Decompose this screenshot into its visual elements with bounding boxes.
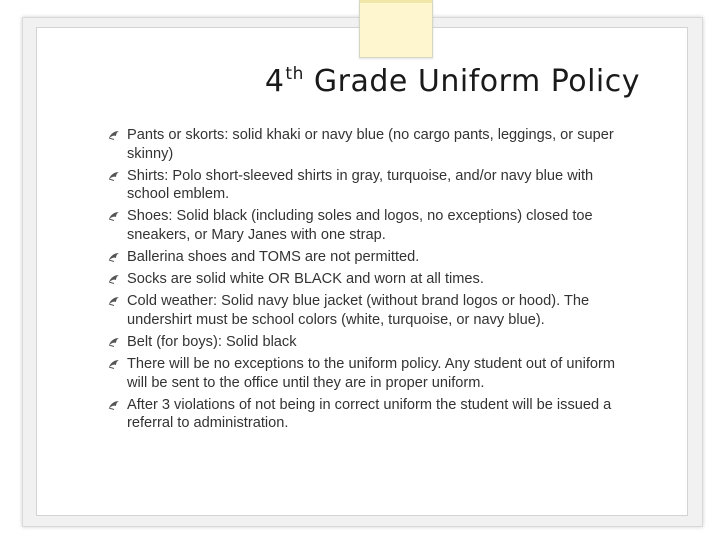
- bullet-item: [108, 333, 633, 352]
- bullet-text: Ballerina shoes and TOMS are not permitted.: [127, 249, 420, 266]
- slide-title: [265, 64, 640, 99]
- bullet-list: [108, 126, 633, 436]
- fleuron-bullet-icon: [108, 171, 120, 181]
- fleuron-bullet-icon: [108, 130, 120, 140]
- bullet-item: [108, 396, 633, 433]
- fleuron-bullet-icon: [108, 400, 120, 410]
- bullet-text: Belt (for boys): Solid black: [127, 333, 297, 350]
- fleuron-bullet-icon: [108, 359, 120, 369]
- title-superscript: th: [285, 64, 304, 84]
- fleuron-bullet-icon: [108, 274, 120, 284]
- bullet-item: [108, 167, 633, 204]
- bullet-item: [108, 207, 633, 244]
- bullet-item: [108, 248, 633, 267]
- title-text: Grade Uniform Policy: [303, 64, 640, 99]
- bullet-item: [108, 292, 633, 329]
- bullet-item: [108, 126, 633, 163]
- decorative-tab-strip: [360, 0, 432, 3]
- fleuron-bullet-icon: [108, 211, 120, 221]
- bullet-text: There will be no exceptions to the uniform policy. Any student out of uniform will be sent to the office until they are in proper uniform.: [127, 356, 616, 391]
- decorative-tab: [359, 0, 433, 58]
- bullet-text: Pants or skorts: solid khaki or navy blue (no cargo pants, leggings, or super skinny): [127, 127, 614, 162]
- bullet-text: Socks are solid white OR BLACK and worn at all times.: [127, 271, 484, 288]
- bullet-item: [108, 355, 633, 392]
- bullet-text: Cold weather: Solid navy blue jacket (without brand logos or hood). The undershirt must be school colors (white, turquoise, or navy blue).: [127, 293, 590, 328]
- fleuron-bullet-icon: [108, 337, 120, 347]
- bullet-item: [108, 270, 633, 289]
- title-number: 4: [264, 64, 285, 99]
- bullet-text: Shirts: Polo short-sleeved shirts in gray, turquoise, and/or navy blue with school emblem.: [127, 167, 594, 203]
- fleuron-bullet-icon: [108, 296, 120, 306]
- fleuron-bullet-icon: [108, 252, 120, 262]
- bullet-text: Shoes: Solid black (including soles and logos, no exceptions) closed toe sneakers, or Mary Janes with one strap.: [127, 208, 593, 243]
- bullet-text: After 3 violations of not being in correct uniform the student will be issued a referral to administration.: [127, 396, 612, 432]
